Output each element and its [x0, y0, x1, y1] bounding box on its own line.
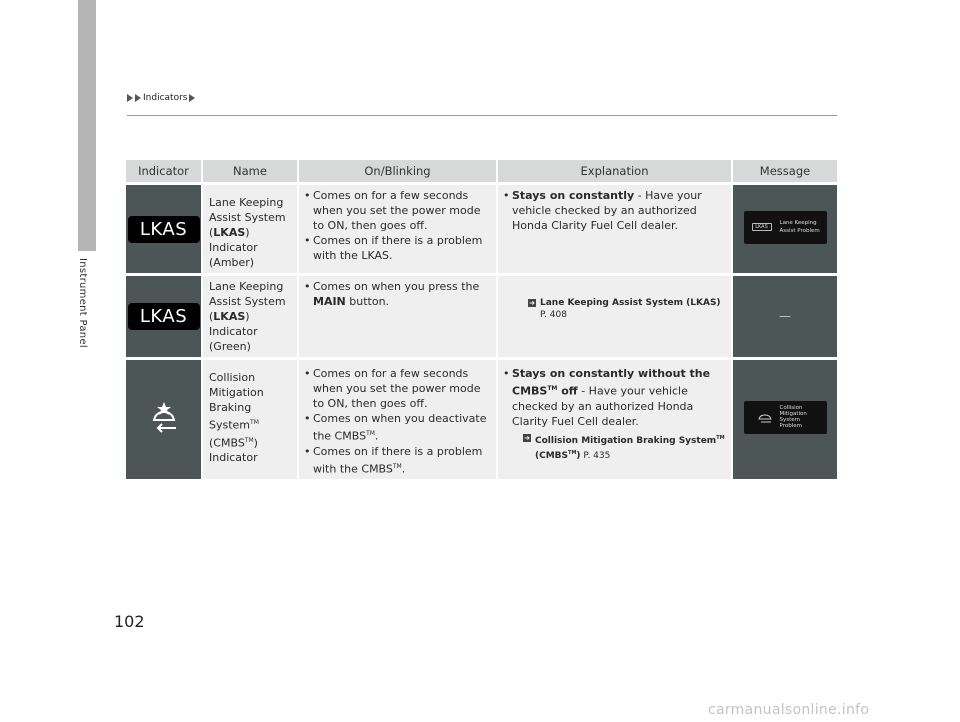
list-item: • Comes on for a few seconds when you set the power mode to ON, then goes off. — [304, 188, 491, 233]
indicator-cell — [126, 185, 203, 273]
name-text: Mitigation — [209, 386, 264, 399]
reference-title[interactable]: Collision Mitigation Braking System — [535, 435, 717, 446]
breadcrumb[interactable] — [127, 93, 195, 103]
name-text: System — [209, 418, 251, 432]
table-row — [126, 185, 837, 273]
tm-mark: TM — [568, 449, 577, 456]
table-row — [126, 276, 837, 357]
reference-title[interactable]: Lane Keeping Assist System (LKAS) — [540, 298, 721, 308]
reference-text[interactable] — [540, 297, 721, 321]
name-cell — [203, 360, 299, 479]
tm-mark: TM — [392, 462, 402, 470]
name-text: ) Indicator (Amber) — [209, 226, 258, 269]
message-cell — [733, 276, 837, 357]
reference-text[interactable] — [535, 432, 726, 462]
message-line: System — [779, 417, 801, 424]
breadcrumb-arrow-icon — [189, 94, 195, 102]
page-number: 102 — [114, 612, 145, 631]
header-message: Message — [733, 160, 837, 182]
list-item — [503, 188, 726, 233]
indicator-cell — [126, 276, 203, 357]
name-text: ) Indicator (Green) — [209, 310, 258, 353]
message-cell — [733, 360, 837, 479]
name-bold: LKAS — [213, 310, 246, 323]
cmbs-indicator-icon — [144, 398, 184, 438]
message-cell — [733, 185, 837, 273]
on-blinking-cell — [299, 276, 498, 357]
section-label: Instrument Panel — [77, 258, 88, 348]
expl-bold: off — [557, 384, 578, 398]
tm-mark: TM — [244, 436, 254, 444]
page-reference[interactable] — [528, 297, 726, 321]
name-bold: LKAS — [213, 226, 246, 239]
expl-text: - Have your vehicle checked by an authorized Honda Clarity Fuel Cell dealer. — [512, 189, 702, 232]
on-text: . — [374, 429, 379, 443]
on-blinking-cell — [299, 360, 498, 479]
explanation-cell — [498, 360, 733, 479]
header-on-blinking: On/Blinking — [299, 160, 498, 182]
message-line: Collision — [779, 405, 803, 412]
on-text: Comes on when you deactivate the CMBS — [313, 412, 487, 443]
reference-title[interactable]: ) — [576, 450, 581, 461]
header-indicator: Indicator — [126, 160, 203, 182]
expl-bold: Stays on constantly without the CMBS — [512, 367, 711, 398]
name-cell — [203, 185, 299, 273]
tm-mark: TM — [366, 430, 375, 437]
name-text: (CMBS — [209, 436, 245, 450]
reference-page[interactable]: P. 435 — [583, 450, 611, 461]
list-item — [503, 366, 726, 429]
breadcrumb-arrow-icon — [135, 94, 141, 102]
name-text — [209, 415, 292, 433]
name-text: Lane Keeping Assist System ( — [209, 280, 286, 323]
name-text: Braking — [209, 401, 252, 414]
reference-page[interactable]: P. 408 — [540, 310, 567, 320]
name-cell — [203, 276, 299, 357]
table-header-row — [126, 160, 837, 182]
list-item: • Comes on if there is a problem with the LKAS. — [304, 233, 491, 263]
tm-mark: TM — [547, 385, 558, 392]
expl-text: - Have your vehicle checked by an authorized Honda Clarity Fuel Cell dealer. — [512, 384, 694, 428]
header-name: Name — [203, 160, 299, 182]
message-display — [744, 211, 827, 244]
indicator-table — [126, 157, 837, 482]
message-line: Problem — [779, 423, 802, 430]
lkas-mini-icon: LKAS — [752, 223, 772, 231]
main-button-label: MAIN — [313, 295, 346, 308]
header-explanation: Explanation — [498, 160, 733, 182]
on-text: Comes on when you press the — [313, 280, 480, 293]
name-text: ) — [253, 436, 258, 450]
message-line: Mitigation — [779, 411, 807, 418]
explanation-cell — [498, 276, 733, 357]
list-item: • Comes on for a few seconds when you set the power mode to ON, then goes off. — [304, 366, 491, 411]
lkas-amber-icon: LKAS — [128, 216, 200, 243]
on-text: . — [401, 462, 406, 476]
no-message-dash: — — [779, 309, 791, 323]
message-display — [744, 401, 827, 434]
tm-mark: TM — [250, 419, 259, 426]
expl-bold: Stays on constantly — [512, 189, 635, 202]
watermark: carmanualsonline.info — [708, 702, 870, 718]
reference-arrow-icon: ➜ — [529, 299, 535, 307]
reference-arrow-icon: ➜ — [524, 433, 530, 442]
cmbs-mini-icon — [756, 411, 774, 425]
section-tab — [78, 0, 96, 251]
header-divider — [127, 115, 837, 116]
message-line: Assist Problem — [779, 227, 820, 234]
indicator-cell — [126, 360, 203, 479]
breadcrumb-label[interactable]: Indicators — [143, 93, 188, 103]
on-text: Comes on if there is a problem with the CMBS — [313, 444, 483, 476]
name-text: Indicator — [209, 451, 258, 465]
tm-mark: TM — [716, 434, 725, 441]
list-item — [304, 444, 491, 477]
explanation-cell — [498, 185, 733, 273]
name-text: Lane Keeping Assist System ( — [209, 196, 286, 239]
name-text — [209, 433, 292, 451]
list-item — [304, 279, 491, 309]
breadcrumb-arrow-icon — [127, 94, 133, 102]
table-row — [126, 360, 837, 479]
page-reference[interactable] — [523, 432, 726, 462]
name-text: Collision — [209, 371, 256, 384]
reference-title[interactable]: (CMBS — [535, 450, 569, 461]
on-blinking-cell — [299, 185, 498, 273]
on-text: button. — [345, 295, 390, 308]
message-line: Lane Keeping — [779, 219, 817, 226]
list-item — [304, 411, 491, 444]
lkas-green-icon: LKAS — [128, 303, 200, 330]
